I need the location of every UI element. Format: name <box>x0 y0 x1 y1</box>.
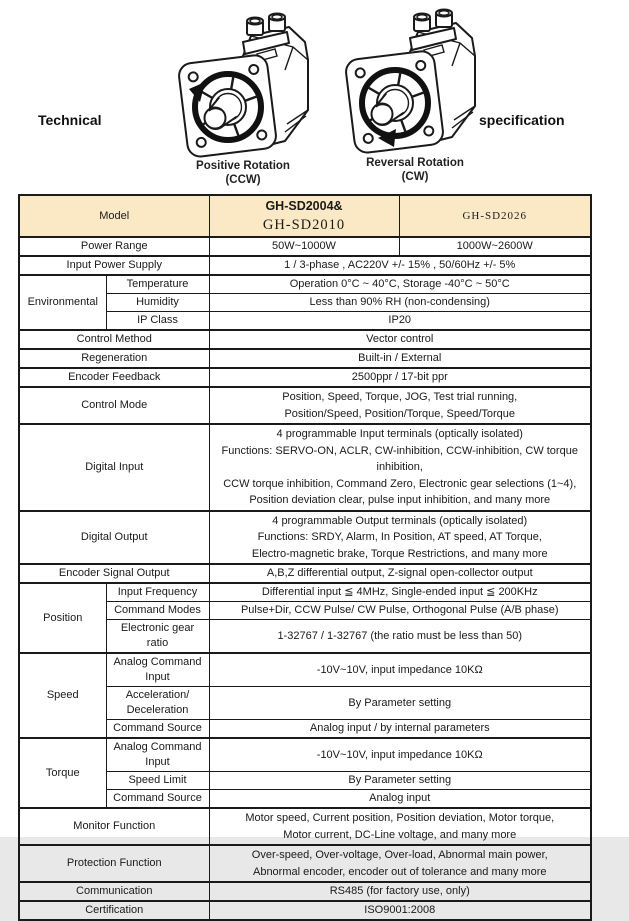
row-label: Acceleration/ Deceleration <box>106 687 209 720</box>
model-col2-cell: GH-SD2026 <box>399 195 591 237</box>
row-label: Command Source <box>106 720 209 739</box>
row-monitor-function <box>19 808 591 845</box>
row-value: RS485 (for factory use, only) <box>209 882 591 901</box>
row-value: Differential input ≦ 4MHz, Single-ended input ≦ 200KHz <box>209 583 591 602</box>
motor-ccw-illustration <box>181 12 311 162</box>
row-value: Built-in / External <box>209 349 591 368</box>
row-label: Monitor Function <box>19 808 209 845</box>
row-power-range <box>19 237 591 256</box>
model-col1-cell <box>209 195 399 237</box>
row-label: Command Source <box>106 790 209 809</box>
value-line: Position, Speed, Torque, JOG, Test trial running, <box>282 391 518 403</box>
row-label: Electronic gear ratio <box>106 620 209 654</box>
row-value: IP20 <box>209 312 591 331</box>
group-label: Torque <box>19 738 106 808</box>
row-input-power <box>19 256 591 275</box>
row-control-method <box>19 330 591 349</box>
value-line: Position/Speed, Position/Torque, Speed/Torque <box>284 407 516 420</box>
caption-line: (CCW) <box>225 173 261 186</box>
row-encoder-signal-output <box>19 564 591 583</box>
row-value <box>209 511 591 565</box>
row-value: Pulse+Dir, CCW Pulse/ CW Pulse, Orthogonal Pulse (A/B phase) <box>209 602 591 620</box>
row-label: Encoder Feedback <box>19 368 209 387</box>
row-value: Less than 90% RH (non-condensing) <box>209 294 591 312</box>
row-label: Digital Output <box>19 511 209 565</box>
value-line: Abnormal encoder, encoder out of tolerance and many more <box>252 865 547 878</box>
caption-positive-rotation <box>178 160 308 187</box>
row-label: Protection Function <box>19 845 209 882</box>
caption-line: (CW) <box>401 170 429 183</box>
row-label: Temperature <box>106 275 209 294</box>
row-torque-analog-input <box>19 738 591 772</box>
row-certification <box>19 901 591 920</box>
row-value: Analog input / by internal parameters <box>209 720 591 739</box>
row-label: Humidity <box>106 294 209 312</box>
row-digital-output <box>19 511 591 565</box>
row-label: Command Modes <box>106 602 209 620</box>
row-value: By Parameter setting <box>209 687 591 720</box>
row-label: Regeneration <box>19 349 209 368</box>
row-label: Speed Limit <box>106 772 209 790</box>
group-label: Speed <box>19 653 106 738</box>
row-value: A,B,Z differential output, Z-signal open-collector output <box>209 564 591 583</box>
row-value: Operation 0°C ~ 40°C, Storage -40°C ~ 50°C <box>209 275 591 294</box>
row-value: -10V~10V, input impedance 10KΩ <box>209 738 591 772</box>
caption-line: Reversal Rotation <box>366 157 464 169</box>
row-position-input-frequency <box>19 583 591 602</box>
row-label: Input Power Supply <box>19 256 209 275</box>
row-protection-function <box>19 845 591 882</box>
row-label: Digital Input <box>19 424 209 511</box>
row-control-mode <box>19 387 591 424</box>
value-line: Functions: SRDY, Alarm, In Position, AT speed, AT Torque, <box>257 531 542 543</box>
row-label: Control Method <box>19 330 209 349</box>
row-label: IP Class <box>106 312 209 331</box>
row-regeneration <box>19 349 591 368</box>
caption-reversal-rotation <box>350 157 480 184</box>
row-value <box>209 845 591 882</box>
row-communication <box>19 882 591 901</box>
row-value: -10V~10V, input impedance 10KΩ <box>209 653 591 687</box>
row-value: 2500ppr / 17-bit ppr <box>209 368 591 387</box>
row-label: Power Range <box>19 237 209 256</box>
model-name: GH-SD2010 <box>262 217 346 233</box>
motor-cw-illustration <box>347 8 479 158</box>
value-line: 4 programmable Output terminals (optically isolated) <box>272 514 528 527</box>
row-label: Certification <box>19 901 209 920</box>
row-label: Analog Command Input <box>106 738 209 772</box>
row-value: ISO9001:2008 <box>209 901 591 920</box>
row-value: 1 / 3-phase , AC220V +/- 15% , 50/60Hz +/- 5% <box>209 256 591 275</box>
value-line: Motor speed, Current position, Position deviation, Motor torque, <box>245 812 555 824</box>
group-label: Environmental <box>19 275 106 330</box>
value-line: Position deviation clear, pulse input inhibition, and many more <box>249 494 551 506</box>
value-line: Motor current, DC-Line voltage, and many more <box>283 828 517 841</box>
model-name: GH-SD2004& <box>265 199 343 213</box>
row-speed-analog-input <box>19 653 591 687</box>
row-value: By Parameter setting <box>209 772 591 790</box>
row-value: Analog input <box>209 790 591 809</box>
row-digital-input <box>19 424 591 511</box>
row-environmental-temperature <box>19 275 591 294</box>
row-value: 1000W~2600W <box>399 237 591 256</box>
row-label: Encoder Signal Output <box>19 564 209 583</box>
row-value <box>209 808 591 845</box>
value-line: Functions: SERVO-ON, ACLR, CW-inhibition, CCW-inhibition, CW torque inhibition, <box>221 444 578 473</box>
row-value <box>209 387 591 424</box>
row-label: Communication <box>19 882 209 901</box>
row-label: Analog Command Input <box>106 653 209 687</box>
value-line: Over-speed, Over-voltage, Over-load, Abnormal main power, <box>251 849 548 861</box>
value-line: Electro-magnetic brake, Torque Restrictions, and many more <box>251 547 548 560</box>
row-model-header <box>19 195 591 237</box>
row-value: Vector control <box>209 330 591 349</box>
row-value: 1-32767 / 1-32767 (the ratio must be less than 50) <box>209 620 591 654</box>
row-encoder-feedback <box>19 368 591 387</box>
row-value <box>209 424 591 511</box>
caption-line: Positive Rotation <box>196 160 290 172</box>
value-line: CCW torque inhibition, Command Zero, Electronic gear selections (1~4), <box>223 477 577 490</box>
value-line: 4 programmable Input terminals (optically isolated) <box>276 428 523 440</box>
page-title-specification: specification <box>479 112 565 128</box>
group-label: Position <box>19 583 106 653</box>
specification-table <box>18 194 592 921</box>
row-label: Control Mode <box>19 387 209 424</box>
page-title-technical: Technical <box>38 112 102 128</box>
row-value: 50W~1000W <box>209 237 399 256</box>
row-label: Input Frequency <box>106 583 209 602</box>
model-header-cell: Model <box>19 195 209 237</box>
